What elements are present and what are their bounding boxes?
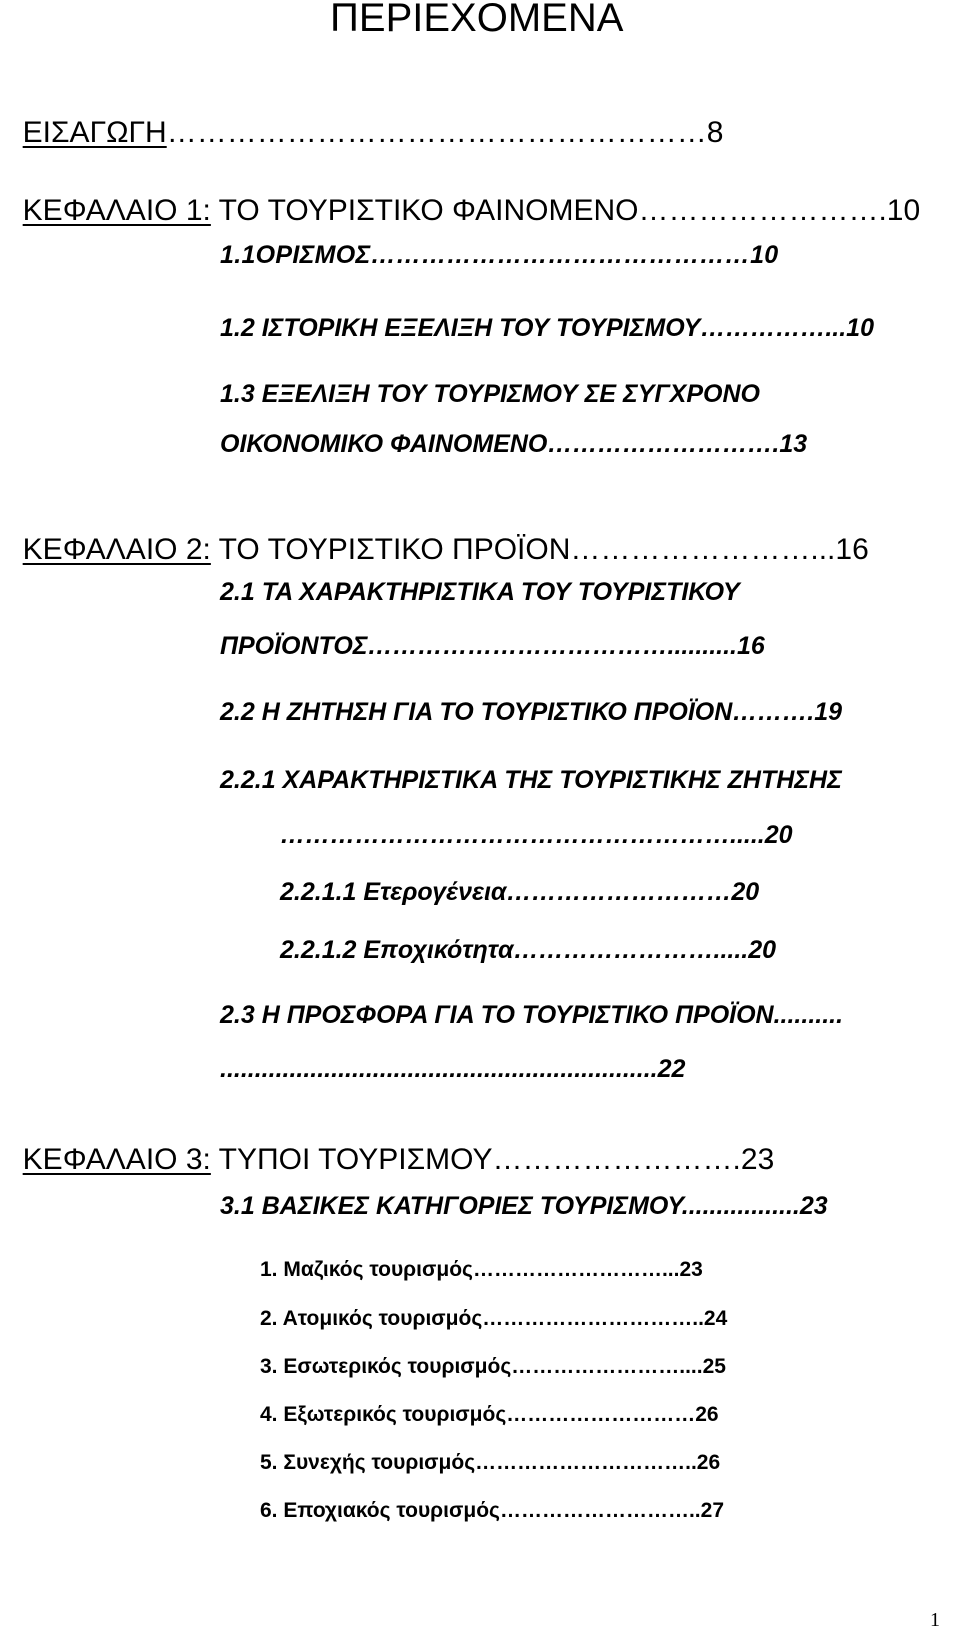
toc-entry-2-2[interactable]: 2.2 Η ΖΗΤΗΣΗ ΓΙΑ ΤΟ ΤΟΥΡΙΣΤΙΚΟ ΠΡΟΪΟΝ……….19 <box>220 698 843 726</box>
toc-entry-chapter-1[interactable] <box>6 166 920 226</box>
toc-item-4[interactable]: 4. Εξωτερικός τουρισμός………………………26 <box>260 1403 719 1426</box>
toc-ch2-leader: ……………………...16 <box>570 533 869 566</box>
page-title: ΠΕΡΙΕΧΟΜΕΝΑ <box>330 0 624 40</box>
toc-entry-1-2[interactable]: 1.2 ΙΣΤΟΡΙΚΗ ΕΞΕΛΙΞΗ ΤΟΥ ΤΟΥΡΙΣΜΟΥ……………...10 <box>220 314 874 342</box>
toc-entry-intro[interactable] <box>6 88 723 148</box>
toc-intro-label: ΕΙΣΑΓΩΓΗ <box>22 116 167 149</box>
page-number: 1 <box>930 1609 940 1631</box>
toc-ch1-label: ΚΕΦΑΛΑΙΟ 1: <box>22 194 211 227</box>
toc-entry-2-2-1-2[interactable]: 2.2.1.2 Εποχικότητα…………………….....20 <box>280 936 777 964</box>
toc-entry-3-1[interactable]: 3.1 ΒΑΣΙΚΕΣ ΚΑΤΗΓΟΡΙΕΣ ΤΟΥΡΙΣΜΟΥ.................23 <box>220 1192 828 1220</box>
toc-entry-2-2-1-line2[interactable]: ……………………………………………….....20 <box>280 821 793 849</box>
toc-ch1-leader: …………………….10 <box>638 194 921 227</box>
toc-entry-2-3-line1[interactable]: 2.3 Η ΠΡΟΣΦΟΡΑ ΓΙΑ ΤΟ ΤΟΥΡΙΣΤΙΚΟ ΠΡΟΪΟΝ.......... <box>220 1001 844 1029</box>
toc-item-6[interactable]: 6. Εποχιακός τουρισμός………………………..27 <box>260 1499 724 1522</box>
toc-entry-2-1-line1[interactable]: 2.1 ΤΑ ΧΑΡΑΚΤΗΡΙΣΤΙΚΑ ΤΟΥ ΤΟΥΡΙΣΤΙΚΟΥ <box>220 578 740 606</box>
toc-entry-2-3-line2[interactable]: ...............................................................22 <box>220 1055 686 1083</box>
toc-ch3-title: ΤΥΠΟΙ ΤΟΥΡΙΣΜΟΥ <box>210 1143 493 1176</box>
toc-entry-1-1[interactable]: 1.1ΟΡΙΣΜΟΣ………………………………………10 <box>220 241 779 269</box>
toc-ch1-title: ΤΟ ΤΟΥΡΙΣΤΙΚΟ ΦΑΙΝΟΜΕΝΟ <box>210 194 639 227</box>
toc-item-5[interactable]: 5. Συνεχής τουρισμός…………………………..26 <box>260 1451 721 1474</box>
toc-ch2-title: ΤΟ ΤΟΥΡΙΣΤΙΚΟ ΠΡΟΪΟΝ <box>210 533 571 566</box>
toc-entry-chapter-3[interactable] <box>6 1115 774 1175</box>
toc-ch3-leader: …………………….23 <box>492 1143 775 1176</box>
toc-ch3-label: ΚΕΦΑΛΑΙΟ 3: <box>22 1143 211 1176</box>
toc-entry-1-3-line2[interactable]: ΟΙΚΟΝΟΜΙΚΟ ΦΑΙΝΟΜΕΝΟ……………………….13 <box>220 430 808 458</box>
toc-item-1[interactable]: 1. Μαζικός τουρισμός………………………...23 <box>260 1258 703 1281</box>
toc-entry-2-2-1-1[interactable]: 2.2.1.1 Ετερογένεια………………………20 <box>280 878 760 906</box>
toc-entry-2-2-1-line1[interactable]: 2.2.1 ΧΑΡΑΚΤΗΡΙΣΤΙΚΑ ΤΗΣ ΤΟΥΡΙΣΤΙΚΗΣ ΖΗΤΗΣΗΣ <box>220 766 842 794</box>
toc-item-3[interactable]: 3. Εσωτερικός τουρισμός……………………....25 <box>260 1355 726 1378</box>
toc-entry-chapter-2[interactable] <box>6 505 869 565</box>
toc-entry-1-3-line1[interactable]: 1.3 ΕΞΕΛΙΞΗ ΤΟΥ ΤΟΥΡΙΣΜΟΥ ΣΕ ΣΥΓΧΡΟΝΟ <box>220 380 760 408</box>
toc-item-2[interactable]: 2. Ατομικός τουρισμός…………………………..24 <box>260 1307 728 1330</box>
toc-intro-leader: ………………………………………………8 <box>166 116 724 149</box>
toc-ch2-label: ΚΕΦΑΛΑΙΟ 2: <box>22 533 211 566</box>
toc-entry-2-1-line2[interactable]: ΠΡΟΪΟΝΤΟΣ………………………………..........16 <box>220 632 765 660</box>
